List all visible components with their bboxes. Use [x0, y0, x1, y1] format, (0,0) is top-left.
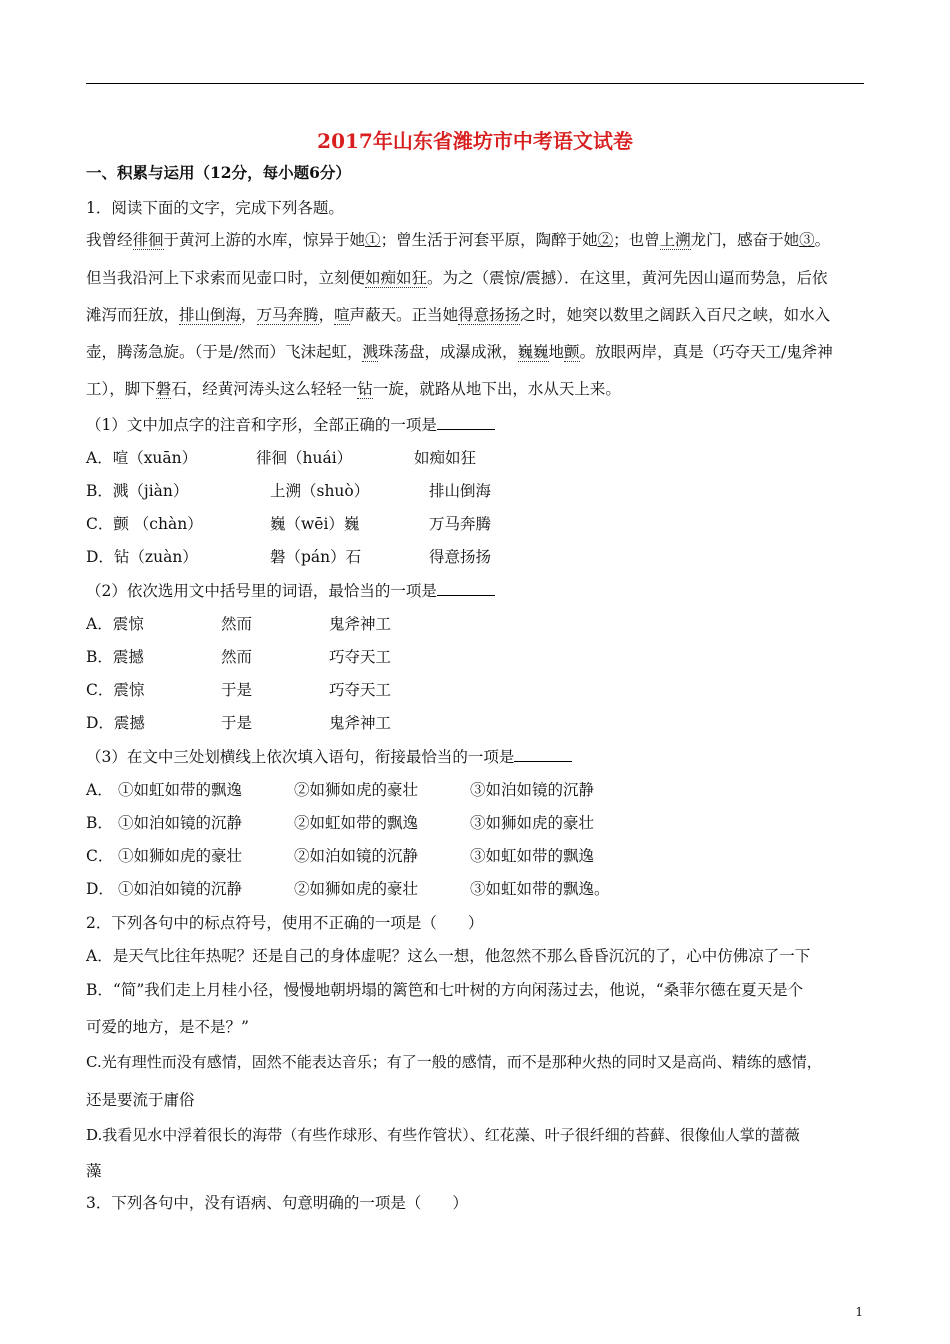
question-2-stem: 2．下列各句中的标点符号，使用不正确的一项是（ ） — [86, 914, 484, 932]
question-2-option-b: B．“简”我们走上月桂小径，慢慢地朝坍塌的篱笆和七叶树的方向闲荡过去，他说，“桑菲尔德在夏天是个 — [86, 981, 804, 999]
answer-blank — [514, 747, 572, 762]
sub-question-1-stem: （1）文中加点字的注音和字形，全部正确的一项是 — [86, 415, 495, 435]
passage-line-1: 我曾经徘徊于黄河上游的水库，惊异于她①；曾生活于河套平原，陶醉于她②；也曾上溯龙门，感奋于她③。 — [86, 231, 831, 249]
answer-blank — [437, 581, 495, 596]
question-2-option-d: D.我看见水中浮着很长的海带（有些作球形、有些作管状）、红花藻、叶子很纤细的苔藓、很像仙人掌的蔷薇 — [86, 1126, 800, 1144]
question-2-option-c: C.光有理性而没有感情，固然不能表达音乐；有了一般的感情，而不是那种火热的同时又是高尚、精练的感情， — [86, 1053, 822, 1071]
question-2-option-a: A．是天气比往年热呢？还是自己的身体虚呢？这么一想，他忽然不那么昏昏沉沉的了，心中仿佛凉了一下 — [86, 947, 811, 965]
question-2-option-b-cont: 可爱的地方，是不是？” — [86, 1018, 249, 1036]
sub-question-3-stem: （3）在文中三处划横线上依次填入语句，衔接最恰当的一项是 — [86, 747, 572, 767]
answer-blank — [437, 415, 495, 430]
passage-line-5: 工），脚下磐石，经黄河涛头这么轻轻一钻一旋，就路从地下出，水从天上来。 — [86, 380, 621, 398]
question-2-option-c-cont: 还是要流于庸俗 — [86, 1091, 195, 1109]
page-number: 1 — [855, 1305, 863, 1319]
passage-line-3: 滩泻而狂放，排山倒海，万马奔腾，喧声蔽天。正当她得意扬扬之时，她突以数里之阔跃入百尺之峡，如水入 — [86, 306, 831, 324]
question-1-stem: 1．阅读下面的文字，完成下列各题。 — [86, 199, 344, 217]
section-heading: 一、积累与运用（12分，每小题6分） — [86, 163, 351, 182]
passage-line-2: 但当我沿河上下求索而见壶口时，立刻便如痴如狂。为之（震惊/震撼）．在这里，黄河先因山逼而势急，后依 — [86, 269, 828, 287]
sub-question-2-stem: （2）依次选用文中括号里的词语，最恰当的一项是 — [86, 581, 495, 601]
passage-line-4: 壶，腾荡急旋。（于是/然而）飞沫起虹，溅珠荡盘，成瀑成湫，巍巍地颤。放眼两岸，真是（巧夺天工/鬼斧神 — [86, 343, 833, 361]
question-3-stem: 3．下列各句中，没有语病、句意明确的一项是（ ） — [86, 1194, 468, 1212]
header-rule — [86, 83, 864, 84]
page-title: 2017年山东省潍坊市中考语文试卷 — [317, 129, 633, 153]
question-2-option-d-cont: 藻 — [86, 1162, 102, 1180]
